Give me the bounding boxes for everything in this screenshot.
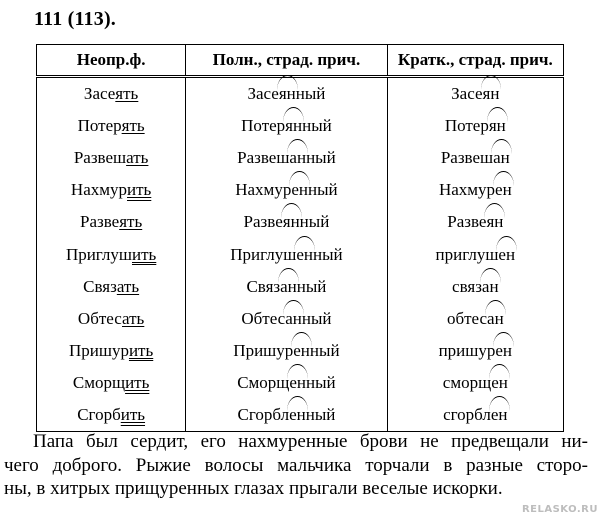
cell-full-participle bbox=[186, 110, 387, 142]
table-row bbox=[37, 335, 564, 367]
infinitive-stem: Обтес bbox=[77, 308, 122, 328]
full-ending: ный bbox=[312, 244, 343, 264]
full-stem: Сгорбл bbox=[237, 404, 290, 424]
full-suffix-arc: ян bbox=[282, 212, 300, 232]
infinitive-suffix: ить bbox=[127, 180, 152, 200]
full-ending: ный bbox=[305, 404, 336, 424]
full-suffix-arc: ян bbox=[278, 84, 296, 104]
infinitive-stem: Засе bbox=[83, 84, 116, 104]
cell-infinitive bbox=[37, 367, 186, 399]
short-stem: сгорбл bbox=[443, 404, 491, 424]
short-suffix-arc: ен bbox=[495, 340, 513, 360]
full-suffix-arc: ан bbox=[280, 276, 297, 296]
table-body bbox=[37, 77, 564, 432]
infinitive-suffix: ить bbox=[132, 244, 157, 264]
full-suffix-arc: ен bbox=[289, 404, 306, 424]
paragraph-line-1: Папа был сердит, его нахмуренные брови не предвещали ни- bbox=[33, 431, 588, 452]
short-suffix-arc: ан bbox=[481, 276, 499, 296]
infinitive-suffix: ать bbox=[126, 148, 149, 168]
header-short-participle: Кратк., страд. прич. bbox=[387, 45, 563, 77]
cell-short-participle bbox=[387, 110, 563, 142]
infinitive-stem: Пришур bbox=[68, 340, 129, 360]
full-stem: Связ bbox=[246, 276, 281, 296]
full-suffix-arc: ен bbox=[296, 244, 313, 264]
cell-short-participle bbox=[387, 335, 563, 367]
participles-table bbox=[36, 44, 564, 432]
cell-full-participle bbox=[186, 174, 387, 206]
short-suffix-arc: ен bbox=[490, 404, 508, 424]
table-row bbox=[37, 142, 564, 174]
infinitive-stem: Приглуш bbox=[65, 244, 132, 264]
cell-short-participle bbox=[387, 399, 563, 432]
cell-full-participle bbox=[186, 335, 387, 367]
short-stem: Нахмур bbox=[438, 180, 496, 200]
full-suffix-arc: ан bbox=[289, 148, 307, 168]
cell-full-participle bbox=[186, 271, 387, 303]
full-stem: Нахмур bbox=[235, 180, 292, 200]
short-suffix-arc: ен bbox=[498, 244, 516, 264]
cell-infinitive bbox=[37, 110, 186, 142]
table-row bbox=[37, 238, 564, 270]
table-row bbox=[37, 110, 564, 142]
full-suffix-arc: ан bbox=[285, 308, 302, 328]
cell-short-participle bbox=[387, 271, 563, 303]
full-ending: ный bbox=[301, 308, 332, 328]
full-ending: ный bbox=[299, 212, 330, 232]
short-suffix-arc: ян bbox=[488, 116, 506, 136]
short-stem: Засе bbox=[451, 84, 483, 104]
infinitive-suffix: ить bbox=[125, 372, 150, 392]
cell-short-participle bbox=[387, 77, 563, 111]
infinitive-suffix: ять bbox=[119, 212, 143, 232]
short-suffix-arc: ян bbox=[486, 212, 504, 232]
full-stem: Приглуш bbox=[230, 244, 297, 264]
short-stem: Развеш bbox=[440, 148, 494, 168]
cell-short-participle bbox=[387, 142, 563, 174]
full-stem: Засе bbox=[247, 84, 279, 104]
short-suffix-arc: ан bbox=[487, 308, 504, 328]
infinitive-suffix: ать bbox=[122, 308, 145, 328]
full-stem: Обтес bbox=[241, 308, 286, 328]
example-paragraph bbox=[4, 430, 588, 501]
table-header-row bbox=[37, 45, 564, 77]
exercise-title: 111 (113). bbox=[34, 8, 117, 30]
short-stem: обтес bbox=[446, 308, 488, 328]
full-ending: ный bbox=[307, 180, 338, 200]
table-row bbox=[37, 174, 564, 206]
cell-full-participle bbox=[186, 367, 387, 399]
cell-short-participle bbox=[387, 367, 563, 399]
full-ending: ный bbox=[306, 148, 336, 168]
header-infinitive: Неопр.ф. bbox=[37, 45, 186, 77]
full-ending: ный bbox=[295, 84, 326, 104]
paragraph-line-3: ны, в хитрых прищуренных глазах прыгали веселые искорки. bbox=[4, 478, 503, 499]
cell-infinitive bbox=[37, 77, 186, 111]
full-stem: Развеш bbox=[237, 148, 290, 168]
infinitive-stem: Разве bbox=[80, 212, 120, 232]
cell-infinitive bbox=[37, 142, 186, 174]
infinitive-suffix: ять bbox=[121, 116, 145, 136]
infinitive-stem: Сгорб bbox=[77, 404, 121, 424]
table-row bbox=[37, 399, 564, 432]
table-row bbox=[37, 77, 564, 111]
cell-infinitive bbox=[37, 174, 186, 206]
table-row bbox=[37, 206, 564, 238]
cell-infinitive bbox=[37, 206, 186, 238]
infinitive-suffix: ять bbox=[115, 84, 139, 104]
full-suffix-arc: ен bbox=[291, 180, 308, 200]
short-stem: Потер bbox=[444, 116, 489, 136]
full-stem: Сморщ bbox=[237, 372, 290, 392]
infinitive-suffix: ить bbox=[120, 404, 146, 424]
infinitive-stem: Связ bbox=[83, 276, 117, 296]
full-stem: Разве bbox=[243, 212, 283, 232]
short-suffix-arc: ан bbox=[493, 148, 510, 168]
cell-infinitive bbox=[37, 271, 186, 303]
table-row bbox=[37, 271, 564, 303]
paragraph-line-2: чего доброго. Рыжие волосы мальчика торчали в разные сторо- bbox=[4, 454, 588, 476]
full-ending: ный bbox=[309, 340, 340, 360]
short-suffix-arc: ен bbox=[491, 372, 508, 392]
cell-infinitive bbox=[37, 399, 186, 432]
cell-short-participle bbox=[387, 303, 563, 335]
cell-full-participle bbox=[186, 238, 387, 270]
full-suffix-arc: ен bbox=[293, 340, 310, 360]
cell-full-participle bbox=[186, 206, 387, 238]
short-stem: приглуш bbox=[435, 244, 499, 264]
cell-full-participle bbox=[186, 77, 387, 111]
cell-short-participle bbox=[387, 206, 563, 238]
cell-full-participle bbox=[186, 142, 387, 174]
full-stem: Пришур bbox=[233, 340, 294, 360]
infinitive-stem: Нахмур bbox=[70, 180, 128, 200]
cell-short-participle bbox=[387, 174, 563, 206]
short-stem: связ bbox=[452, 276, 482, 296]
infinitive-stem: Развеш bbox=[73, 148, 127, 168]
short-suffix-arc: ен bbox=[495, 180, 512, 200]
infinitive-stem: Сморщ bbox=[72, 372, 126, 392]
cell-full-participle bbox=[186, 303, 387, 335]
cell-short-participle bbox=[387, 238, 563, 270]
full-ending: ный bbox=[306, 372, 336, 392]
short-stem: пришур bbox=[438, 340, 496, 360]
table-row bbox=[37, 303, 564, 335]
short-stem: Разве bbox=[447, 212, 487, 232]
full-suffix-arc: ен bbox=[289, 372, 307, 392]
cell-infinitive bbox=[37, 335, 186, 367]
full-stem: Потер bbox=[241, 116, 286, 136]
table-row bbox=[37, 367, 564, 399]
full-ending: ный bbox=[302, 116, 332, 136]
short-suffix-arc: ян bbox=[482, 84, 500, 104]
infinitive-suffix: ать bbox=[116, 276, 140, 296]
cell-full-participle bbox=[186, 399, 387, 432]
full-ending: ный bbox=[296, 276, 327, 296]
infinitive-stem: Потер bbox=[77, 116, 122, 136]
infinitive-suffix: ить bbox=[128, 340, 154, 360]
watermark-text: RELASKO.RU bbox=[521, 504, 598, 515]
cell-infinitive bbox=[37, 238, 186, 270]
full-suffix-arc: ян bbox=[285, 116, 303, 136]
short-stem: сморщ bbox=[442, 372, 492, 392]
cell-infinitive bbox=[37, 303, 186, 335]
header-full-participle: Полн., страд. прич. bbox=[186, 45, 387, 77]
